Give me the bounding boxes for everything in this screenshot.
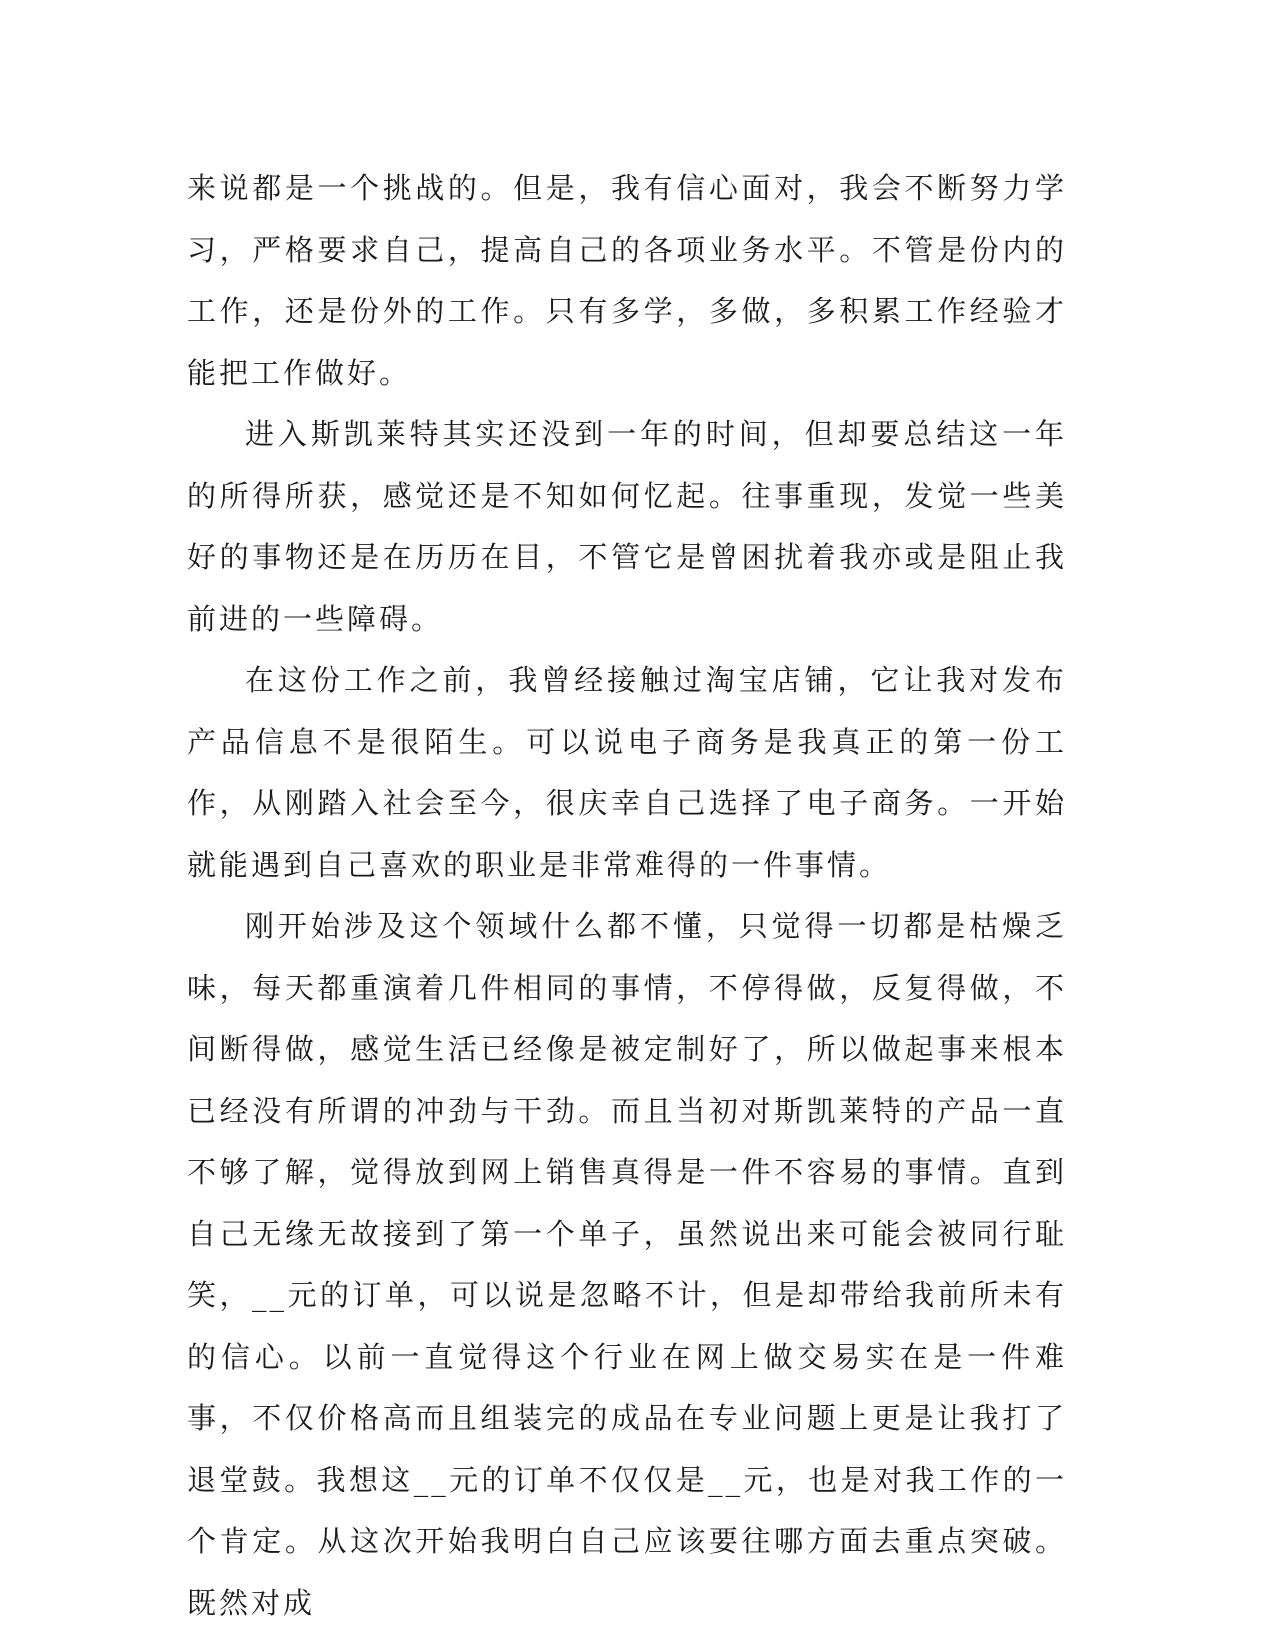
paragraph-first-order: 刚开始涉及这个领域什么都不懂，只觉得一切都是枯燥乏味，每天都重演着几件相同的事情，不停得做，反复得做，不间断得做，感觉生活已经像是被定制好了，所以做起事来根本已经没有所谓的冲劲与干劲。而且当初对斯凯莱特的产品一直不够了解，觉得放到网上销售真得是一件不容易的事情。直到自己无缘无故接到了第一个单子，虽然说出来可能会被同行耻笑，__元的订单，可以说是忽略不计，但是却带给我前所未有的信心。以前一直觉得这个行业在网上做交易实在是一件难事，不仅价格高而且组装完的成品在专业问题上更是让我打了退堂鼓。我想这__元的订单不仅仅是__元，也是对我工作的一个肯定。从这次开始我明白自己应该要往哪方面去重点突破。既然对成 <box>187 909 1067 1620</box>
body-text <box>187 158 1067 1634</box>
paragraph-continuation: 来说都是一个挑战的。但是，我有信心面对，我会不断努力学习，严格要求自己，提高自己的各项业务水平。不管是份内的工作，还是份外的工作。只有多学，多做，多积累工作经验才能把工作做好。 <box>187 171 1067 390</box>
paragraph-join-company: 进入斯凯莱特其实还没到一年的时间，但却要总结这一年的所得所获，感觉还是不知如何忆起。往事重现，发觉一些美好的事物还是在历历在目，不管它是曾困扰着我亦或是阻止我前进的一些障碍。 <box>187 417 1067 636</box>
paragraph-previous-experience: 在这份工作之前，我曾经接触过淘宝店铺，它让我对发布产品信息不是很陌生。可以说电子商务是我真正的第一份工作，从刚踏入社会至今，很庆幸自己选择了电子商务。一开始就能遇到自己喜欢的职业是非常难得的一件事情。 <box>187 663 1067 882</box>
